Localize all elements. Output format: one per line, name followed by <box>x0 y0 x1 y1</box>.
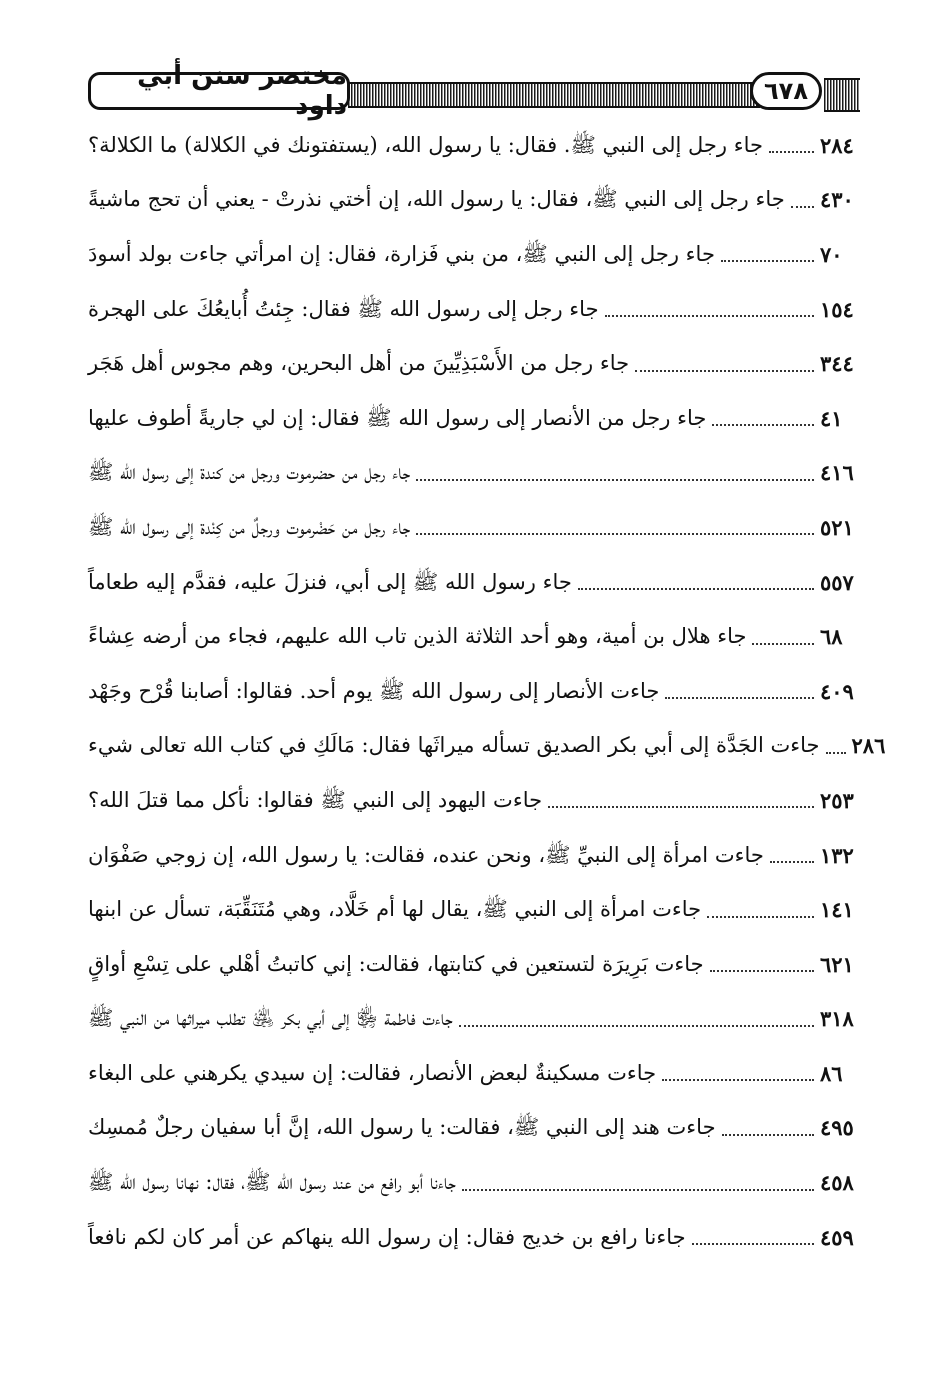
dot-leader <box>791 206 814 208</box>
index-entry <box>88 992 860 1047</box>
entry-ref: ٥٥٧ <box>820 569 854 595</box>
entry-ref: ٤١ <box>820 405 843 431</box>
dot-leader <box>548 806 814 808</box>
header-decorative-band <box>348 82 760 108</box>
book-title-frame <box>88 61 350 121</box>
dot-leader <box>769 151 814 153</box>
page-number-frame <box>750 72 822 110</box>
entry-text: جاءت مسكينةٌ لبعض الأنصار، فقالت: إن سيدي يكرهني على البغاء <box>88 1060 657 1085</box>
index-entry <box>88 227 860 282</box>
dot-leader <box>605 315 814 317</box>
entry-text: جاء رجل من حضرموت ورجل من كندة إلى رسول الله ﷺ <box>88 460 411 485</box>
entry-ref: ٤٩٥ <box>820 1115 854 1141</box>
index-entry <box>88 773 860 828</box>
index-entry <box>88 500 860 555</box>
header-decorative-band-end <box>824 78 860 112</box>
entry-text: جاء رجل إلى رسول الله ﷺ فقال: جِئتُ أُبايعُكَ على الهجرة <box>88 296 599 321</box>
index-entry <box>88 173 860 228</box>
entry-text: جاءنا أبو رافع من عند رسول الله ﷺ، فقال: نهانا رسول الله ﷺ <box>88 1170 456 1195</box>
entry-ref: ٢٨٤ <box>820 132 854 158</box>
index-entry <box>88 391 860 446</box>
page-header <box>88 61 860 121</box>
entry-ref: ٤٠٩ <box>820 678 854 704</box>
entry-ref: ١٣٢ <box>820 842 854 868</box>
index-entry <box>88 937 860 992</box>
entry-ref: ٧٠ <box>820 241 843 267</box>
entry-ref: ١٥٤ <box>820 296 854 322</box>
index-entry <box>88 609 860 664</box>
index-entry <box>88 446 860 501</box>
index-entry <box>88 1210 860 1265</box>
dot-leader <box>721 260 814 262</box>
index-entry <box>88 1155 860 1210</box>
dot-leader <box>710 970 814 972</box>
dot-leader <box>712 424 814 426</box>
index-entry <box>88 118 860 173</box>
entry-ref: ١٤١ <box>820 897 854 923</box>
index-entry <box>88 719 886 774</box>
entry-ref: ٤٥٩ <box>820 1224 854 1250</box>
page-number: ٦٧٨ <box>764 77 808 105</box>
entry-ref: ٥٢١ <box>820 514 854 540</box>
entry-text: جاء رجل إلى النبي ﷺ، فقال: يا رسول الله، إن أختي نذرتْ - يعني أن تحج ماشيةً <box>88 187 785 212</box>
index-entry <box>88 282 860 337</box>
dot-leader <box>707 916 814 918</box>
dot-leader <box>416 533 814 535</box>
entry-text: جاء رجل إلى النبي ﷺ، من بني فَزارة، فقال: إن امرأتي جاءت بولد أسودَ <box>88 241 715 266</box>
dot-leader <box>635 370 814 372</box>
entry-text: جاءت الأنصار إلى رسول الله ﷺ يوم أحد. فقالوا: أصابنا قُرْح وجَهْد <box>88 678 660 703</box>
index-entry <box>88 555 860 610</box>
dot-leader <box>692 1243 814 1245</box>
dot-leader <box>752 643 814 645</box>
index-entry <box>88 882 860 937</box>
entry-text: جاءت امرأة إلى النبي ﷺ، يقال لها أم خَلَّاد، وهي مُتَنَقِّبَة، تسأل عن ابنها <box>88 897 702 922</box>
dot-leader <box>770 861 814 863</box>
dot-leader <box>662 1079 814 1081</box>
index-entry <box>88 1046 860 1101</box>
entry-text: جاء رجل إلى النبي ﷺ. فقال: يا رسول الله، (يستفتونك في الكلالة) ما الكلالة؟ <box>88 132 763 157</box>
dot-leader <box>416 479 814 481</box>
entry-text: جاءت الجَدَّة إلى أبي بكر الصديق تسأله ميراثَها فقال: مَالَكِ في كتاب الله تعالى شيء <box>88 733 820 758</box>
entry-ref: ٤٥٨ <box>820 1170 854 1196</box>
entry-ref: ٤١٦ <box>820 460 854 486</box>
index-entry <box>88 664 860 719</box>
entry-text: جاءت امرأة إلى النبيِّ ﷺ، ونحن عنده، فقالت: يا رسول الله، إن زوجي صَفْوَان <box>88 842 764 867</box>
index-entry <box>88 336 860 391</box>
entry-ref: ٦٨ <box>820 624 843 650</box>
dot-leader <box>462 1189 814 1191</box>
entry-text: جاءت هند إلى النبي ﷺ، فقالت: يا رسول الله، إنَّ أبا سفيان رجلٌ مُمسِك <box>88 1115 716 1140</box>
entry-ref: ٢٨٦ <box>851 733 886 759</box>
index-entry <box>88 828 860 883</box>
dot-leader <box>665 697 814 699</box>
entry-text: جاء رجل من الأَسْبَذِيِّينَ من أهل البحرين، وهم مجوس أهل هَجَر <box>88 351 630 376</box>
hadith-index-list <box>88 118 886 1264</box>
entry-text: جاء رسول الله ﷺ إلى أبي، فنزلَ عليه، فقدَّم إليه طعاماً <box>88 569 572 594</box>
dot-leader <box>722 1134 814 1136</box>
entry-text: جاءت بَرِيرَة لتستعين في كتابتها، فقالت: إني كاتبتُ أهْلي على تِسْعِ أواقٍ <box>88 951 704 976</box>
entry-ref: ٣١٨ <box>820 1006 854 1032</box>
dot-leader <box>578 588 814 590</box>
entry-text: جاءنا رافع بن خديج فقال: إن رسول الله ينهاكم عن أمر كان لكم نافعاً <box>88 1224 686 1249</box>
entry-ref: ٤٣٠ <box>820 187 854 213</box>
dot-leader <box>459 1025 814 1027</box>
entry-text: جاءت فاطمة ﵂ إلى أبي بكر ﵁ تطلب ميراثها من النبي ﷺ <box>88 1006 453 1031</box>
entry-ref: ٣٤٤ <box>820 351 854 377</box>
entry-ref: ٢٥٣ <box>820 787 854 813</box>
index-entry <box>88 1101 860 1156</box>
entry-ref: ٨٦ <box>820 1060 843 1086</box>
entry-text: جاء رجل من الأنصار إلى رسول الله ﷺ فقال: إن لي جاريةً أطوف عليها <box>88 405 707 430</box>
entry-text: جاءت اليهود إلى النبي ﷺ فقالوا: نأكل مما قتلَ الله؟ <box>88 787 543 812</box>
entry-ref: ٦٢١ <box>820 951 854 977</box>
entry-text: جاء رجل من حَضْرموت ورجلٌ من كِنْدة إلى رسول الله ﷺ <box>88 514 411 539</box>
entry-text: جاء هلال بن أمية، وهو أحد الثلاثة الذين تاب الله عليهم، فجاء من أرضه عِشاءً <box>88 624 747 649</box>
dot-leader <box>826 752 846 754</box>
book-title: مختصر سنن أبي داود <box>137 61 347 121</box>
